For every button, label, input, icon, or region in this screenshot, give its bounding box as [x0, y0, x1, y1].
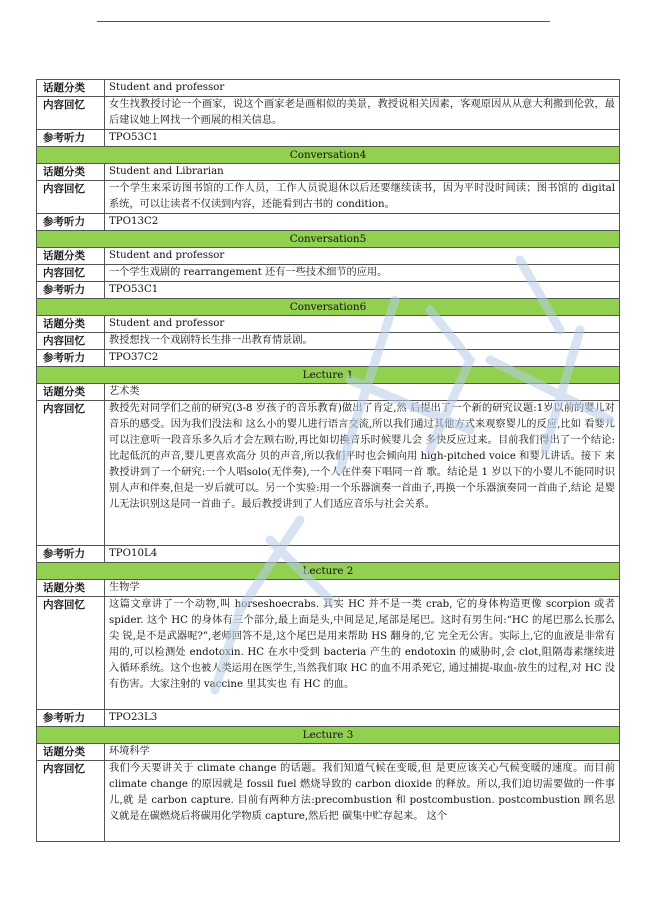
category-row: [37, 80, 620, 97]
reference-value: TPO53C1: [105, 130, 620, 147]
category-label: 话题分类: [37, 316, 105, 333]
category-row: [37, 384, 620, 401]
category-row: [37, 744, 620, 761]
reference-row: [37, 130, 620, 147]
category-value: Student and professor: [105, 80, 620, 97]
section-header: [37, 299, 620, 316]
category-row: [37, 580, 620, 597]
category-row: [37, 316, 620, 333]
reference-label: 参考听力: [37, 130, 105, 147]
recall-value: 女生找教授讨论一个画家，说这个画家老是画相似的美景，教授说相关因素，客观原因从从意大利搬到伦敦，最后建议她上网找一个画展的相关信息。: [105, 97, 620, 130]
reference-value: TPO23L3: [105, 710, 620, 727]
reference-label: 参考听力: [37, 214, 105, 231]
reference-row: [37, 546, 620, 563]
recall-value: 一个学生来采访图书馆的工作人员，工作人员说退休以后还要继续读书，因为平时没时间读；图书馆的 digital 系统，可以让读者不仅读到内容，还能看到古书的 condition。: [105, 181, 620, 214]
recall-row: [37, 265, 620, 282]
recall-value: 这篇文章讲了一个动物,叫 horseshoecrabs. 其实 HC 并不是一类 crab, 它的身体构造更像 scorpion 或者 spider. 这个 HC 的身体有三个部分,最上面是头,中间是足,尾部是尾巴。这时有男生问:“HC 的尾巴那么长那么尖 锐,是不是武器呢?”,老师回答不是,这个尾巴是用来帮助 HS 翻身的,它 完全无公害。实际上,它的血液是非常有用的,可以检测处 endotoxin. HC 在水中受到 bacteria 产生的 endotoxin 的威胁时,会 clot,阻隔毒素继续进 入循环系统。这个也被人类运用在医学生,当然我们取 HC 的血不用杀死它, 通过捕捉-取血-放生的过程,对 HC 没有伤害。大家注射的 vaccine 里其实也 有 HC 的血。: [105, 597, 620, 710]
category-value: Student and professor: [105, 316, 620, 333]
recall-label: 内容回忆: [37, 181, 105, 214]
section-header: [37, 147, 620, 164]
reference-value: TPO10L4: [105, 546, 620, 563]
section-title: Conversation4: [37, 147, 620, 164]
category-label: 话题分类: [37, 248, 105, 265]
reference-row: [37, 350, 620, 367]
reference-row: [37, 282, 620, 299]
category-label: 话题分类: [37, 384, 105, 401]
recall-value: 教授先对同学们之前的研究(3-8 岁孩子的音乐教育)做出了肯定,然 后提出了一个新的研究议题:1岁以前的婴儿对音乐的感受。因为我们没法和 这么小的婴儿进行语言交流,所以我们通过其他方式来观察婴儿的反应,比如 看婴儿可以注意听一段音乐多久后才会左顾右盼,再比如切换音乐时候婴儿会 多快反应过来。目前我们得出了一个结论:比起低沉的声音,婴儿更喜欢高分 贝的声音,所以我们平时也会倾向用 high-pitched voice 和婴儿讲话。接下 来教授讲到了一个研究:一个人唱solo(无伴奏),一个人在伴奏下唱同一首 歌。结论是 1 岁以下的小婴儿不能同时识别人声和伴奏,但是一岁后就可以。另一个实验:用一个乐器演奏一首曲子,再换一个乐器演奏同一首曲子,结论 是婴儿无法识别这是同一首曲子。最后教授讲到了人们适应音乐与社会关系。: [105, 401, 620, 546]
category-label: 话题分类: [37, 580, 105, 597]
recall-label: 内容回忆: [37, 761, 105, 842]
section-header: [37, 727, 620, 744]
recall-row: [37, 181, 620, 214]
recall-row: [37, 333, 620, 350]
recall-label: 内容回忆: [37, 597, 105, 710]
section-title: Conversation5: [37, 231, 620, 248]
section-title: Conversation6: [37, 299, 620, 316]
section-header: [37, 231, 620, 248]
section-title: Lecture 1: [37, 367, 620, 384]
reference-label: 参考听力: [37, 350, 105, 367]
section-title: Lecture 2: [37, 563, 620, 580]
recall-value: 一个学生戏剧的 rearrangement 还有一些技术细节的应用。: [105, 265, 620, 282]
category-value: 环境科学: [105, 744, 620, 761]
category-label: 话题分类: [37, 164, 105, 181]
topic-table: [36, 79, 620, 842]
category-label: 话题分类: [37, 80, 105, 97]
category-value: Student and professor: [105, 248, 620, 265]
reference-label: 参考听力: [37, 710, 105, 727]
reference-value: TPO37C2: [105, 350, 620, 367]
header-rule: [97, 21, 550, 22]
recall-row: [37, 761, 620, 842]
category-label: 话题分类: [37, 744, 105, 761]
reference-label: 参考听力: [37, 282, 105, 299]
reference-row: [37, 214, 620, 231]
reference-label: 参考听力: [37, 546, 105, 563]
recall-label: 内容回忆: [37, 401, 105, 546]
recall-value: 教授想找一个戏剧特长生排一出教育情景剧。: [105, 333, 620, 350]
section-header: [37, 563, 620, 580]
reference-value: TPO13C2: [105, 214, 620, 231]
reference-value: TPO53C1: [105, 282, 620, 299]
recall-value: 我们今天要讲关于 climate change 的话题。我们知道气候在变暖,但 是更应该关心气候变暖的速度。而目前 climate change 的原因就是 fossil fuel 燃烧导致的 carbon dioxide 的释放。所以,我们迫切需要做的一件事儿,就 是 carbon capture. 目前有两种方法:precombustion 和 postcombustion. postcombustion 顾名思义就是在碳燃烧后将碳用化学物质 capture,然后把 碳集中贮存起来。 这个: [105, 761, 620, 842]
category-value: 艺术类: [105, 384, 620, 401]
category-value: 生物学: [105, 580, 620, 597]
recall-label: 内容回忆: [37, 265, 105, 282]
category-row: [37, 248, 620, 265]
category-row: [37, 164, 620, 181]
recall-row: [37, 401, 620, 546]
recall-label: 内容回忆: [37, 97, 105, 130]
section-title: Lecture 3: [37, 727, 620, 744]
recall-label: 内容回忆: [37, 333, 105, 350]
reference-row: [37, 710, 620, 727]
recall-row: [37, 597, 620, 710]
recall-row: [37, 97, 620, 130]
section-header: [37, 367, 620, 384]
category-value: Student and Librarian: [105, 164, 620, 181]
